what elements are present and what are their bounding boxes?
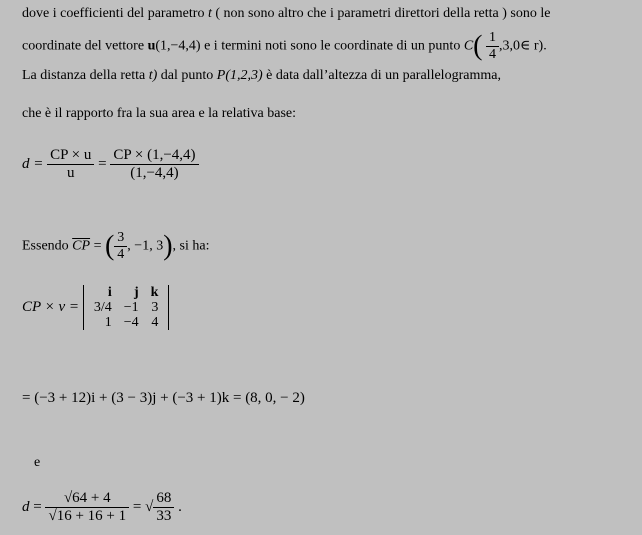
text-line-4: che è il rapporto fra la sua area e la relativa base: xyxy=(22,106,297,121)
essendo-line: Essendo $\overline{CP}$ = ( $\frac{3}{4}$ , −1, 3), si ha: xyxy=(22,230,210,262)
text-line-2: coordinate del vettore u(1,−4,4) e i termini noti sono le coordinate di un punto C( $\frac{1}{4}$ ,3,0∈ r). xyxy=(22,30,547,62)
formula-result: = (−3 + 12)i + (3 − 3)j + (−3 + 1)k = (8, 0, − 2) xyxy=(22,390,305,406)
formula-cross-product: CP × v = i j k 3/4 −1 3 1 −4 4 xyxy=(22,285,169,330)
formula-final: d = $\frac{√64 + 4}{√16 + 16 + 1}$ = √ $\frac{68}{33}$ . xyxy=(22,490,182,524)
eq-e-label: e xyxy=(34,455,41,470)
fraction: $\frac{1}{4}$ xyxy=(486,30,499,63)
determinant: i j k 3/4 −1 3 1 −4 4 xyxy=(83,285,170,330)
text-line-3: La distanza della retta t) dal punto P(1,2,3) è data dall’altezza di un parallelogramma, xyxy=(22,68,501,83)
formula-distance: d = $\frac{CP \times u}{u}$ = $\frac{CP \times (1,-4,4)}{(1,-4,4)}$ xyxy=(22,147,199,182)
text-line-1: dove i coefficienti del parametro t ( non sono altro che i parametri direttori della retta ) sono le xyxy=(22,6,551,21)
